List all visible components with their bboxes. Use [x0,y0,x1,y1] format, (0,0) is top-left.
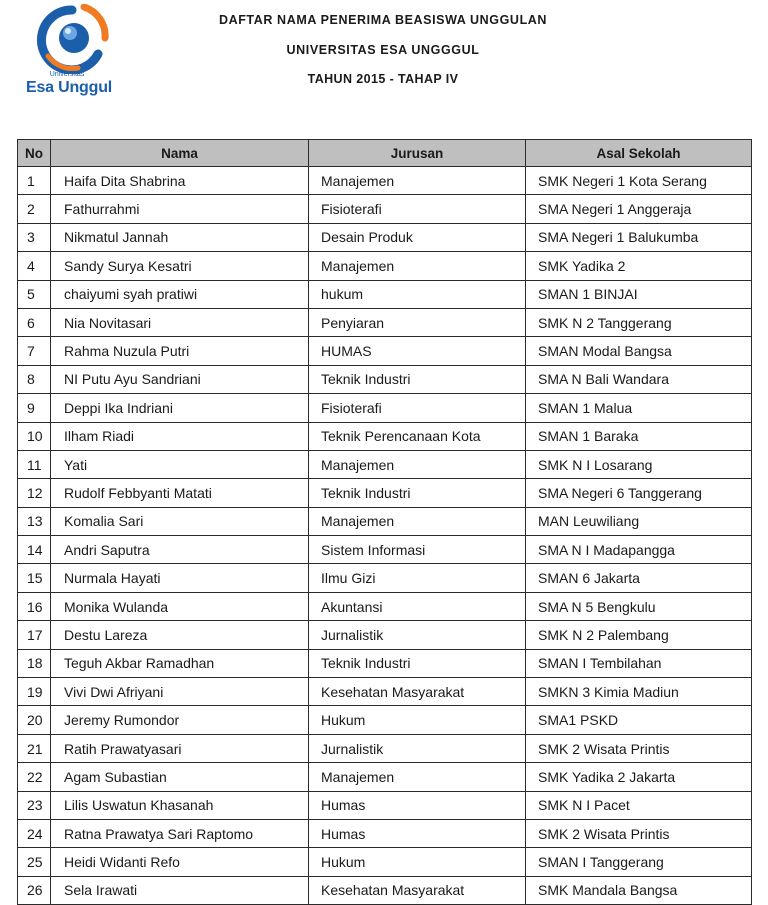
cell-no: 21 [18,734,51,762]
cell-asal-sekolah: SMAN 6 Jakarta [526,564,752,592]
table-row [18,394,752,422]
logo-universitas-text: Universitas [49,71,85,78]
cell-nama: Destu Lareza [51,621,309,649]
cell-asal-sekolah: SMK N I Losarang [526,450,752,478]
cell-asal-sekolah: SMAN I Tanggerang [526,848,752,876]
cell-no: 20 [18,706,51,734]
cell-nama: Komalia Sari [51,507,309,535]
table-row [18,848,752,876]
cell-asal-sekolah: SMK Mandala Bangsa [526,876,752,904]
cell-nama: Nikmatul Jannah [51,223,309,251]
year-phase: TAHUN 2015 - TAHAP IV [307,72,459,86]
cell-asal-sekolah: SMAN Modal Bangsa [526,337,752,365]
cell-jurusan: Humas [309,791,526,819]
table-row [18,223,752,251]
cell-asal-sekolah: SMA N Bali Wandara [526,365,752,393]
cell-no: 12 [18,479,51,507]
logo-brand-text: Esa Unggul [26,79,113,96]
cell-no: 3 [18,223,51,251]
cell-no: 4 [18,252,51,280]
cell-nama: Heidi Widanti Refo [51,848,309,876]
cell-asal-sekolah: SMK N 2 Tanggerang [526,308,752,336]
cell-asal-sekolah: SMK Yadika 2 [526,252,752,280]
cell-asal-sekolah: MAN Leuwiliang [526,507,752,535]
table-row [18,536,752,564]
scholarship-table [17,139,752,905]
table-header-row [18,140,752,167]
table-row [18,479,752,507]
cell-asal-sekolah: SMA Negeri 1 Anggeraja [526,195,752,223]
cell-asal-sekolah: SMAN I Tembilahan [526,649,752,677]
cell-no: 17 [18,621,51,649]
table-row [18,734,752,762]
university-name: UNIVERSITAS ESA UNGGGUL [286,43,480,57]
cell-no: 6 [18,308,51,336]
cell-nama: Ratih Prawatyasari [51,734,309,762]
cell-asal-sekolah: SMK N I Pacet [526,791,752,819]
cell-jurusan: Teknik Perencanaan Kota [309,422,526,450]
table-row [18,507,752,535]
cell-jurusan: Ilmu Gizi [309,564,526,592]
cell-nama: Monika Wulanda [51,592,309,620]
cell-jurusan: Desain Produk [309,223,526,251]
cell-asal-sekolah: SMA Negeri 6 Tanggerang [526,479,752,507]
cell-no: 19 [18,678,51,706]
cell-asal-sekolah: SMAN 1 Baraka [526,422,752,450]
cell-jurusan: Teknik Industri [309,479,526,507]
cell-no: 24 [18,819,51,847]
cell-jurusan: Fisioterafi [309,195,526,223]
cell-no: 10 [18,422,51,450]
column-header-no: No [18,140,51,167]
table-row [18,819,752,847]
cell-no: 18 [18,649,51,677]
cell-nama: Andri Saputra [51,536,309,564]
column-header-asal-sekolah: Asal Sekolah [526,140,752,167]
table-row [18,564,752,592]
cell-nama: chaiyumi syah pratiwi [51,280,309,308]
cell-jurusan: HUMAS [309,337,526,365]
cell-no: 11 [18,450,51,478]
cell-jurusan: Hukum [309,848,526,876]
table-row [18,763,752,791]
cell-nama: Lilis Uswatun Khasanah [51,791,309,819]
table-row [18,649,752,677]
cell-no: 26 [18,876,51,904]
table-row [18,280,752,308]
cell-no: 5 [18,280,51,308]
table-row [18,308,752,336]
cell-nama: Nia Novitasari [51,308,309,336]
cell-no: 1 [18,167,51,195]
table-row [18,450,752,478]
cell-jurusan: Manajemen [309,507,526,535]
table-row [18,167,752,195]
cell-asal-sekolah: SMA Negeri 1 Balukumba [526,223,752,251]
cell-asal-sekolah: SMA N I Madapangga [526,536,752,564]
table-row [18,592,752,620]
table-row [18,678,752,706]
cell-no: 9 [18,394,51,422]
cell-jurusan: Manajemen [309,167,526,195]
cell-jurusan: Akuntansi [309,592,526,620]
table-row [18,365,752,393]
table-row [18,337,752,365]
cell-jurusan: Humas [309,819,526,847]
cell-no: 23 [18,791,51,819]
cell-no: 16 [18,592,51,620]
table-row [18,422,752,450]
cell-nama: Sela Irawati [51,876,309,904]
cell-no: 15 [18,564,51,592]
cell-jurusan: Manajemen [309,763,526,791]
cell-asal-sekolah: SMK Yadika 2 Jakarta [526,763,752,791]
column-header-jurusan: Jurusan [309,140,526,167]
cell-jurusan: Jurnalistik [309,734,526,762]
cell-jurusan: Fisioterafi [309,394,526,422]
cell-jurusan: Teknik Industri [309,649,526,677]
cell-jurusan: hukum [309,280,526,308]
cell-nama: Ratna Prawatya Sari Raptomo [51,819,309,847]
cell-asal-sekolah: SMA1 PSKD [526,706,752,734]
cell-no: 25 [18,848,51,876]
table-row [18,876,752,904]
cell-nama: Sandy Surya Kesatri [51,252,309,280]
cell-nama: Vivi Dwi Afriyani [51,678,309,706]
cell-no: 7 [18,337,51,365]
cell-nama: Teguh Akbar Ramadhan [51,649,309,677]
cell-asal-sekolah: SMK 2 Wisata Printis [526,819,752,847]
cell-jurusan: Manajemen [309,252,526,280]
cell-nama: Nurmala Hayati [51,564,309,592]
cell-jurusan: Kesehatan Masyarakat [309,678,526,706]
cell-jurusan: Kesehatan Masyarakat [309,876,526,904]
cell-asal-sekolah: SMK N 2 Palembang [526,621,752,649]
cell-no: 2 [18,195,51,223]
table-row [18,195,752,223]
cell-no: 8 [18,365,51,393]
cell-jurusan: Manajemen [309,450,526,478]
cell-asal-sekolah: SMAN 1 BINJAI [526,280,752,308]
cell-asal-sekolah: SMK 2 Wisata Printis [526,734,752,762]
cell-nama: Ilham Riadi [51,422,309,450]
cell-no: 14 [18,536,51,564]
cell-asal-sekolah: SMA N 5 Bengkulu [526,592,752,620]
table-row [18,621,752,649]
cell-nama: Rudolf Febbyanti Matati [51,479,309,507]
cell-jurusan: Hukum [309,706,526,734]
table-row [18,706,752,734]
cell-no: 13 [18,507,51,535]
cell-asal-sekolah: SMKN 3 Kimia Madiun [526,678,752,706]
cell-jurusan: Sistem Informasi [309,536,526,564]
cell-jurusan: Jurnalistik [309,621,526,649]
column-header-nama: Nama [51,140,309,167]
cell-nama: Yati [51,450,309,478]
cell-asal-sekolah: SMAN 1 Malua [526,394,752,422]
cell-asal-sekolah: SMK Negeri 1 Kota Serang [526,167,752,195]
table-row [18,252,752,280]
cell-nama: Agam Subastian [51,763,309,791]
cell-nama: Fathurrahmi [51,195,309,223]
cell-nama: Haifa Dita Shabrina [51,167,309,195]
cell-nama: Deppi Ika Indriani [51,394,309,422]
cell-nama: Jeremy Rumondor [51,706,309,734]
table-row [18,791,752,819]
cell-nama: Rahma Nuzula Putri [51,337,309,365]
cell-jurusan: Teknik Industri [309,365,526,393]
cell-nama: NI Putu Ayu Sandriani [51,365,309,393]
document-title: DAFTAR NAMA PENERIMA BEASISWA UNGGULAN [218,13,548,27]
cell-no: 22 [18,763,51,791]
cell-jurusan: Penyiaran [309,308,526,336]
